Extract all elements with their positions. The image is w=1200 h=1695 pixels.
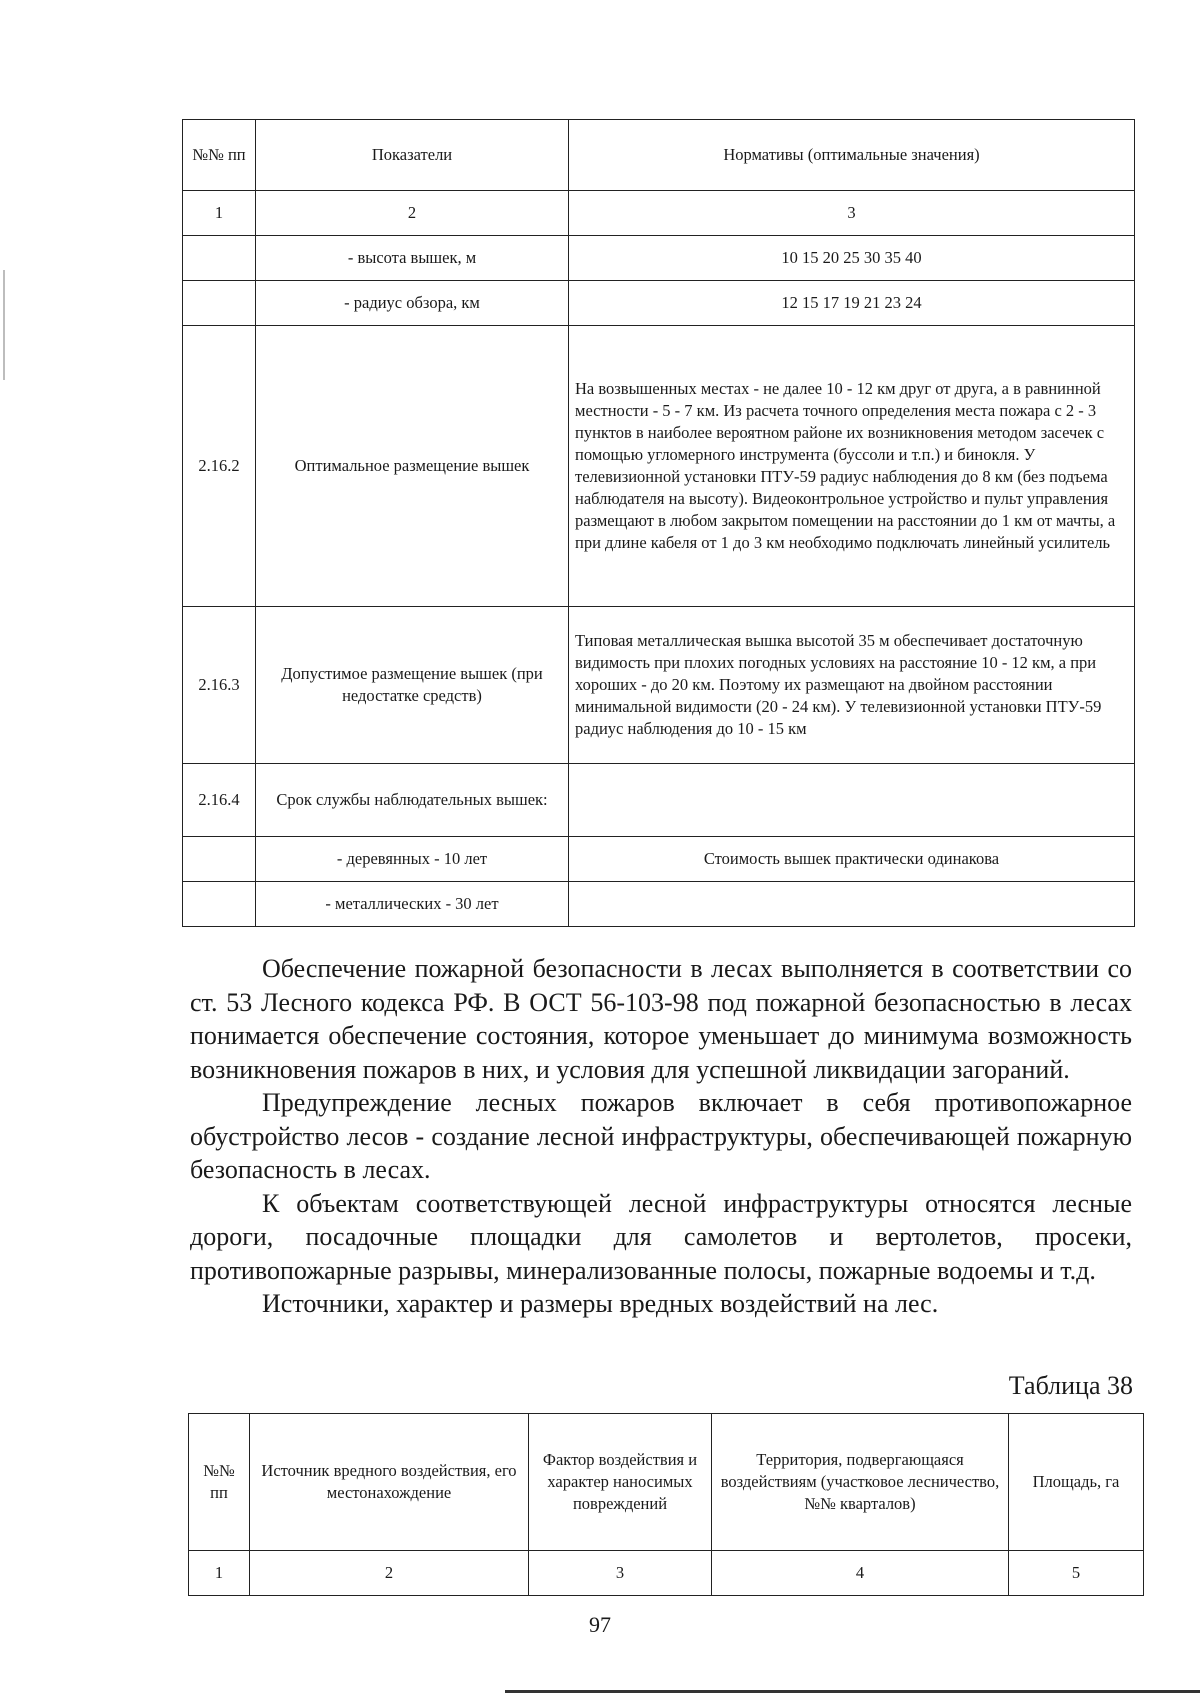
header-num: №№ пп (183, 120, 256, 191)
row-num: 2.16.3 (183, 607, 256, 764)
row-indicator: - металлических - 30 лет (256, 882, 569, 927)
table-caption: Таблица 38 (1008, 1371, 1133, 1400)
col-number-1: 1 (183, 191, 256, 236)
column-number-row (183, 191, 1135, 236)
row-norm: На возвышенных местах - не далее 10 - 12 км друг от друга, а в равнинной местности - 5 - 7 км. Из расчета точного определения места пожара с 2 - 3 пунктов в наиболее вероятном районе их возникновения методом засечек с помощью угломерного инструмента (буссоли и т.п.) и бинокля. У телевизионной установки ПТУ-59 радиус наблюдения до 8 км (без подъема наблюдателя на высоту). Видеоконтрольное устройство и пульт управления размещают в любом закрытом помещении на расстоянии до 1 км от мачты, а при длине кабеля от 1 до 3 км необходимо подключать линейный усилитель (569, 326, 1135, 607)
header-territory: Территория, подвергающаяся воздействиям (участковое лесничество, №№ кварталов) (712, 1414, 1009, 1551)
paragraph: Источники, характер и размеры вредных воздействий на лес. (262, 1289, 939, 1318)
row-num (183, 882, 256, 927)
col-number-3: 3 (529, 1551, 712, 1596)
scan-margin-mark (3, 270, 5, 380)
table-row (183, 882, 1135, 927)
row-norm: 12 15 17 19 21 23 24 (569, 281, 1135, 326)
row-num (183, 236, 256, 281)
body-text (190, 952, 1132, 1321)
header-norm: Нормативы (оптимальные значения) (569, 120, 1135, 191)
col-number-3: 3 (569, 191, 1135, 236)
table-row (183, 281, 1135, 326)
paragraph: К объектам соответствующей лесной инфраструктуры относятся лесные дороги, посадочные площадки для самолетов и вертолетов, просеки, противопожарные разрывы, минерализованные полосы, пожарные водоемы и т.д. (190, 1188, 1132, 1285)
row-norm: 10 15 20 25 30 35 40 (569, 236, 1135, 281)
table-row (183, 837, 1135, 882)
table-row (183, 326, 1135, 607)
table-row (183, 764, 1135, 837)
paragraph: Предупреждение лесных пожаров включает в себя противопожарное обустройство лесов - создание лесной инфраструктуры, обеспечивающей пожарную безопасность в лесах. (190, 1088, 1132, 1184)
row-num (183, 281, 256, 326)
row-indicator: - высота вышек, м (256, 236, 569, 281)
paragraph: Обеспечение пожарной безопасности в лесах выполняется в соответствии со ст. 53 Лесного кодекса РФ. В ОСТ 56-103-98 под пожарной безопасностью в лесах понимается обеспечение состояния, которое уменьшает до минимума возможность возникновения пожаров в них, и условия для успешной ликвидации загораний. (190, 954, 1132, 1084)
table-row (183, 236, 1135, 281)
row-norm (569, 882, 1135, 927)
row-norm: Стоимость вышек практически одинакова (569, 837, 1135, 882)
header-factor: Фактор воздействия и характер наносимых повреждений (529, 1414, 712, 1551)
header-num: №№ пп (189, 1414, 250, 1551)
harmful-impacts-table (188, 1413, 1144, 1596)
col-number-4: 4 (712, 1551, 1009, 1596)
table-row (183, 607, 1135, 764)
row-indicator: - деревянных - 10 лет (256, 837, 569, 882)
col-number-2: 2 (256, 191, 569, 236)
row-indicator: - радиус обзора, км (256, 281, 569, 326)
header-area: Площадь, га (1009, 1414, 1144, 1551)
fire-towers-table (182, 119, 1135, 927)
row-indicator: Оптимальное размещение вышек (256, 326, 569, 607)
scan-bottom-line (505, 1690, 1200, 1693)
page-number: 97 (589, 1612, 611, 1637)
column-number-row (189, 1551, 1144, 1596)
row-num: 2.16.4 (183, 764, 256, 837)
row-norm: Типовая металлическая вышка высотой 35 м обеспечивает достаточную видимость при плохих погодных условиях на расстояние 10 - 12 км, а при хороших - до 20 км. Поэтому их размещают на двойном расстоянии минимальной видимости (20 - 24 км). У телевизионной установки ПТУ-59 радиус наблюдения до 10 - 15 км (569, 607, 1135, 764)
col-number-1: 1 (189, 1551, 250, 1596)
row-norm (569, 764, 1135, 837)
row-indicator: Допустимое размещение вышек (при недостатке средств) (256, 607, 569, 764)
header-source: Источник вредного воздействия, его местонахождение (250, 1414, 529, 1551)
col-number-5: 5 (1009, 1551, 1144, 1596)
row-num (183, 837, 256, 882)
table-header-row (183, 120, 1135, 191)
header-indicator: Показатели (256, 120, 569, 191)
table-header-row (189, 1414, 1144, 1551)
row-num: 2.16.2 (183, 326, 256, 607)
row-indicator: Срок службы наблюдательных вышек: (256, 764, 569, 837)
col-number-2: 2 (250, 1551, 529, 1596)
